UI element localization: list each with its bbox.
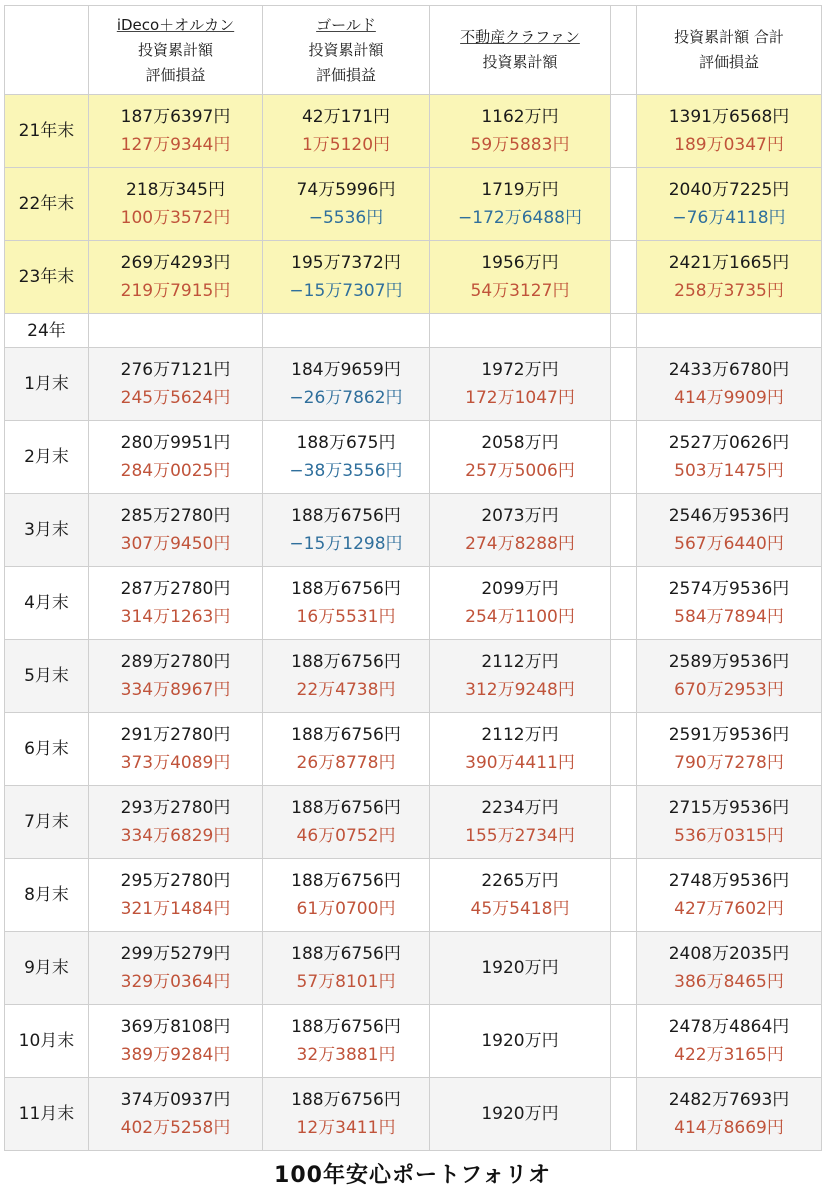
- table-row: [5, 241, 822, 314]
- value-cell: [263, 786, 430, 859]
- value-cell: [89, 241, 263, 314]
- value-cell: [89, 640, 263, 713]
- investment-total: 42万171円: [301, 107, 391, 127]
- profit-loss: 567万6440円: [674, 534, 784, 554]
- portfolio-table: [4, 5, 822, 1151]
- value-cell: [263, 168, 430, 241]
- investment-total: 74万5996円: [296, 180, 396, 200]
- profit-loss: 584万7894円: [674, 607, 784, 627]
- profit-loss: 373万4089円: [120, 753, 231, 773]
- profit-loss: 1万5120円: [301, 135, 391, 155]
- investment-total: 2748万9536円: [668, 871, 790, 891]
- profit-loss: 402万5258円: [120, 1118, 231, 1138]
- table-row: [5, 348, 822, 421]
- profit-loss: 414万8669円: [674, 1118, 784, 1138]
- spacer-cell: [611, 640, 637, 713]
- investment-total: 188万6756円: [291, 579, 401, 599]
- investment-total: 276万7121円: [120, 360, 231, 380]
- investment-total: 188万6756円: [291, 944, 401, 964]
- profit-loss: 414万9909円: [674, 388, 784, 408]
- investment-total: 1920万円: [481, 1104, 559, 1124]
- investment-total: 2591万9536円: [668, 725, 790, 745]
- profit-loss: 57万8101円: [296, 972, 396, 992]
- profit-loss: 219万7915円: [120, 281, 231, 301]
- investment-total: 289万2780円: [120, 652, 231, 672]
- spacer-cell: [611, 1078, 637, 1151]
- table-row: [5, 859, 822, 932]
- investment-total: 2421万1665円: [668, 253, 790, 273]
- profit-loss: 172万1047円: [465, 388, 575, 408]
- value-cell: [637, 932, 822, 1005]
- profit-loss: 307万9450円: [120, 534, 231, 554]
- empty-cell: [89, 314, 263, 348]
- investment-total: 287万2780円: [120, 579, 231, 599]
- value-cell: [430, 640, 611, 713]
- row-label: 7月末: [5, 786, 89, 859]
- spacer-cell: [611, 786, 637, 859]
- value-cell: [637, 421, 822, 494]
- table-row: [5, 567, 822, 640]
- value-cell: [637, 494, 822, 567]
- value-cell: [637, 168, 822, 241]
- profit-loss: 334万8967円: [120, 680, 231, 700]
- investment-total: 269万4293円: [120, 253, 231, 273]
- table-row: [5, 95, 822, 168]
- header-row: [5, 6, 822, 95]
- investment-total: 2574万9536円: [668, 579, 790, 599]
- value-cell: [89, 494, 263, 567]
- spacer-cell: [611, 314, 637, 348]
- value-cell: [430, 95, 611, 168]
- value-cell: [263, 1005, 430, 1078]
- profit-loss: 284万0025円: [120, 461, 231, 481]
- investment-total: 2099万円: [481, 579, 559, 599]
- investment-total: 188万6756円: [291, 506, 401, 526]
- profit-loss: 155万2734円: [465, 826, 575, 846]
- row-label: 22年末: [5, 168, 89, 241]
- value-cell: [263, 241, 430, 314]
- investment-total: 2234万円: [481, 798, 559, 818]
- value-cell: [430, 168, 611, 241]
- table-row: [5, 421, 822, 494]
- spacer-cell: [611, 95, 637, 168]
- row-label: 11月末: [5, 1078, 89, 1151]
- profit-loss: 258万3735円: [674, 281, 784, 301]
- table-row: [5, 494, 822, 567]
- profit-loss: 321万1484円: [120, 899, 231, 919]
- value-cell: [89, 713, 263, 786]
- profit-loss: −15万7307円: [289, 281, 403, 301]
- value-cell: [263, 640, 430, 713]
- profit-loss: 314万1263円: [120, 607, 231, 627]
- investment-total: 188万6756円: [291, 798, 401, 818]
- value-cell: [89, 1078, 263, 1151]
- investment-total: 218万345円: [126, 180, 225, 200]
- profit-loss: 254万1100円: [465, 607, 575, 627]
- section-label: 24年: [5, 314, 89, 348]
- row-label: 1月末: [5, 348, 89, 421]
- investment-total: 2112万円: [481, 652, 559, 672]
- value-cell: [89, 1005, 263, 1078]
- column-subtitle: 投資累計額: [137, 40, 213, 59]
- investment-total: 188万6756円: [291, 1090, 401, 1110]
- value-cell: [263, 567, 430, 640]
- value-cell: [430, 494, 611, 567]
- profit-loss: −15万1298円: [289, 534, 403, 554]
- investment-total: 184万9659円: [291, 360, 401, 380]
- profit-loss: 127万9344円: [120, 135, 231, 155]
- table-body: [5, 95, 822, 1151]
- investment-total: 187万6397円: [120, 107, 231, 127]
- profit-loss: 54万3127円: [470, 281, 570, 301]
- profit-loss: 26万8778円: [296, 753, 396, 773]
- profit-loss: 22万4738円: [296, 680, 396, 700]
- column-subtitle: 評価損益: [145, 65, 206, 84]
- investment-total: 1920万円: [481, 958, 559, 978]
- investment-total: 1920万円: [481, 1031, 559, 1051]
- row-label: 5月末: [5, 640, 89, 713]
- value-cell: [263, 95, 430, 168]
- investment-total: 188万6756円: [291, 725, 401, 745]
- investment-total: 293万2780円: [120, 798, 231, 818]
- investment-total: 369万8108円: [120, 1017, 231, 1037]
- table-row: [5, 932, 822, 1005]
- profit-loss: −172万6488円: [458, 208, 582, 228]
- investment-total: 188万6756円: [291, 871, 401, 891]
- table-row: [5, 786, 822, 859]
- investment-total: 188万675円: [296, 433, 396, 453]
- profit-loss: 16万5531円: [296, 607, 396, 627]
- header-ideco: [89, 6, 263, 95]
- spacer-cell: [611, 348, 637, 421]
- column-title: 投資累計額 合計: [674, 28, 784, 46]
- investment-total: 188万6756円: [291, 652, 401, 672]
- table-row: [5, 1078, 822, 1151]
- column-subtitle: 評価損益: [315, 65, 376, 84]
- investment-total: 195万7372円: [291, 253, 401, 273]
- spacer-cell: [611, 168, 637, 241]
- investment-total: 2478万4864円: [668, 1017, 790, 1037]
- row-label: 6月末: [5, 713, 89, 786]
- spacer-cell: [611, 241, 637, 314]
- investment-total: 2058万円: [481, 433, 559, 453]
- profit-loss: 334万6829円: [120, 826, 231, 846]
- row-label: 2月末: [5, 421, 89, 494]
- investment-total: 1972万円: [481, 360, 559, 380]
- value-cell: [637, 95, 822, 168]
- investment-total: 1162万円: [481, 107, 559, 127]
- profit-loss: 45万5418円: [470, 899, 570, 919]
- column-title: iDeco＋オルカン: [116, 15, 235, 34]
- row-label: 3月末: [5, 494, 89, 567]
- investment-total: 2527万0626円: [668, 433, 790, 453]
- profit-loss: 386万8465円: [674, 972, 784, 992]
- value-cell: [430, 348, 611, 421]
- profit-loss: 32万3881円: [296, 1045, 396, 1065]
- spacer-cell: [611, 713, 637, 786]
- value-cell: [89, 348, 263, 421]
- profit-loss: 389万9284円: [120, 1045, 231, 1065]
- header-corner-cell: [5, 6, 89, 95]
- column-subtitle: 投資累計額: [482, 53, 558, 71]
- row-label: 4月末: [5, 567, 89, 640]
- investment-total: 2265万円: [481, 871, 559, 891]
- header-total: [637, 6, 822, 95]
- investment-total: 280万9951円: [120, 433, 231, 453]
- value-cell: [430, 932, 611, 1005]
- spacer-cell: [611, 421, 637, 494]
- investment-total: 2482万7693円: [668, 1090, 790, 1110]
- profit-loss: 670万2953円: [674, 680, 784, 700]
- value-cell: [430, 859, 611, 932]
- profit-loss: −5536円: [308, 208, 384, 228]
- investment-total: 374万0937円: [120, 1090, 231, 1110]
- investment-total: 2589万9536円: [668, 652, 790, 672]
- profit-loss: 59万5883円: [470, 135, 570, 155]
- value-cell: [89, 421, 263, 494]
- value-cell: [430, 1078, 611, 1151]
- value-cell: [263, 932, 430, 1005]
- investment-total: 295万2780円: [120, 871, 231, 891]
- value-cell: [263, 1078, 430, 1151]
- investment-total: 2715万9536円: [668, 798, 790, 818]
- value-cell: [637, 859, 822, 932]
- value-cell: [637, 640, 822, 713]
- value-cell: [89, 168, 263, 241]
- table-row: [5, 1005, 822, 1078]
- spacer-cell: [611, 859, 637, 932]
- value-cell: [430, 421, 611, 494]
- profit-loss: 189万0347円: [674, 135, 784, 155]
- investment-total: 299万5279円: [120, 944, 231, 964]
- page-title: 100年安心ポートフォリオ: [274, 1163, 551, 1188]
- investment-total: 2408万2035円: [668, 944, 790, 964]
- value-cell: [637, 1078, 822, 1151]
- column-title: ゴールド: [316, 15, 376, 34]
- column-title: 不動産クラファン: [460, 28, 580, 46]
- table-row: [5, 168, 822, 241]
- profit-loss: 245万5624円: [120, 388, 231, 408]
- spacer-cell: [611, 1005, 637, 1078]
- table-row: [5, 640, 822, 713]
- investment-total: 1956万円: [481, 253, 559, 273]
- value-cell: [430, 241, 611, 314]
- value-cell: [637, 786, 822, 859]
- row-label: 21年末: [5, 95, 89, 168]
- value-cell: [89, 786, 263, 859]
- value-cell: [637, 713, 822, 786]
- investment-total: 2433万6780円: [668, 360, 790, 380]
- value-cell: [430, 786, 611, 859]
- value-cell: [263, 348, 430, 421]
- profit-loss: 257万5006円: [465, 461, 575, 481]
- profit-loss: 536万0315円: [674, 826, 784, 846]
- profit-loss: 274万8288円: [465, 534, 575, 554]
- value-cell: [263, 859, 430, 932]
- profit-loss: 790万7278円: [674, 753, 784, 773]
- value-cell: [89, 859, 263, 932]
- header-gold: [263, 6, 430, 95]
- investment-total: 2073万円: [481, 506, 559, 526]
- spacer-cell: [611, 494, 637, 567]
- value-cell: [430, 567, 611, 640]
- profit-loss: 427万7602円: [674, 899, 784, 919]
- value-cell: [89, 95, 263, 168]
- section-row: [5, 314, 822, 348]
- profit-loss: 12万3411円: [296, 1118, 396, 1138]
- value-cell: [637, 567, 822, 640]
- value-cell: [263, 421, 430, 494]
- spacer-column: [611, 6, 637, 95]
- investment-total: 291万2780円: [120, 725, 231, 745]
- value-cell: [430, 1005, 611, 1078]
- value-cell: [89, 567, 263, 640]
- header-realestate: [430, 6, 611, 95]
- profit-loss: −38万3556円: [289, 461, 403, 481]
- investment-total: 2040万7225円: [668, 180, 790, 200]
- profit-loss: 46万0752円: [296, 826, 396, 846]
- profit-loss: 312万9248円: [465, 680, 575, 700]
- empty-cell: [430, 314, 611, 348]
- empty-cell: [637, 314, 822, 348]
- value-cell: [263, 494, 430, 567]
- row-label: 10月末: [5, 1005, 89, 1078]
- investment-total: 2546万9536円: [668, 506, 790, 526]
- investment-total: 285万2780円: [120, 506, 231, 526]
- row-label: 9月末: [5, 932, 89, 1005]
- profit-loss: 329万0364円: [120, 972, 231, 992]
- profit-loss: 61万0700円: [296, 899, 396, 919]
- profit-loss: 503万1475円: [674, 461, 784, 481]
- column-subtitle: 投資累計額: [308, 40, 384, 59]
- investment-total: 2112万円: [481, 725, 559, 745]
- empty-cell: [263, 314, 430, 348]
- spacer-cell: [611, 567, 637, 640]
- profit-loss: −76万4118円: [672, 208, 786, 228]
- column-subtitle: 評価損益: [698, 53, 759, 71]
- profit-loss: 390万4411円: [465, 753, 575, 773]
- value-cell: [89, 932, 263, 1005]
- row-label: 8月末: [5, 859, 89, 932]
- value-cell: [637, 241, 822, 314]
- value-cell: [263, 713, 430, 786]
- spacer-cell: [611, 932, 637, 1005]
- investment-total: 188万6756円: [291, 1017, 401, 1037]
- investment-total: 1719万円: [481, 180, 559, 200]
- value-cell: [430, 713, 611, 786]
- profit-loss: 422万3165円: [674, 1045, 784, 1065]
- table-row: [5, 713, 822, 786]
- profit-loss: 100万3572円: [120, 208, 231, 228]
- row-label: 23年末: [5, 241, 89, 314]
- value-cell: [637, 1005, 822, 1078]
- investment-total: 1391万6568円: [668, 107, 790, 127]
- profit-loss: −26万7862円: [289, 388, 403, 408]
- value-cell: [637, 348, 822, 421]
